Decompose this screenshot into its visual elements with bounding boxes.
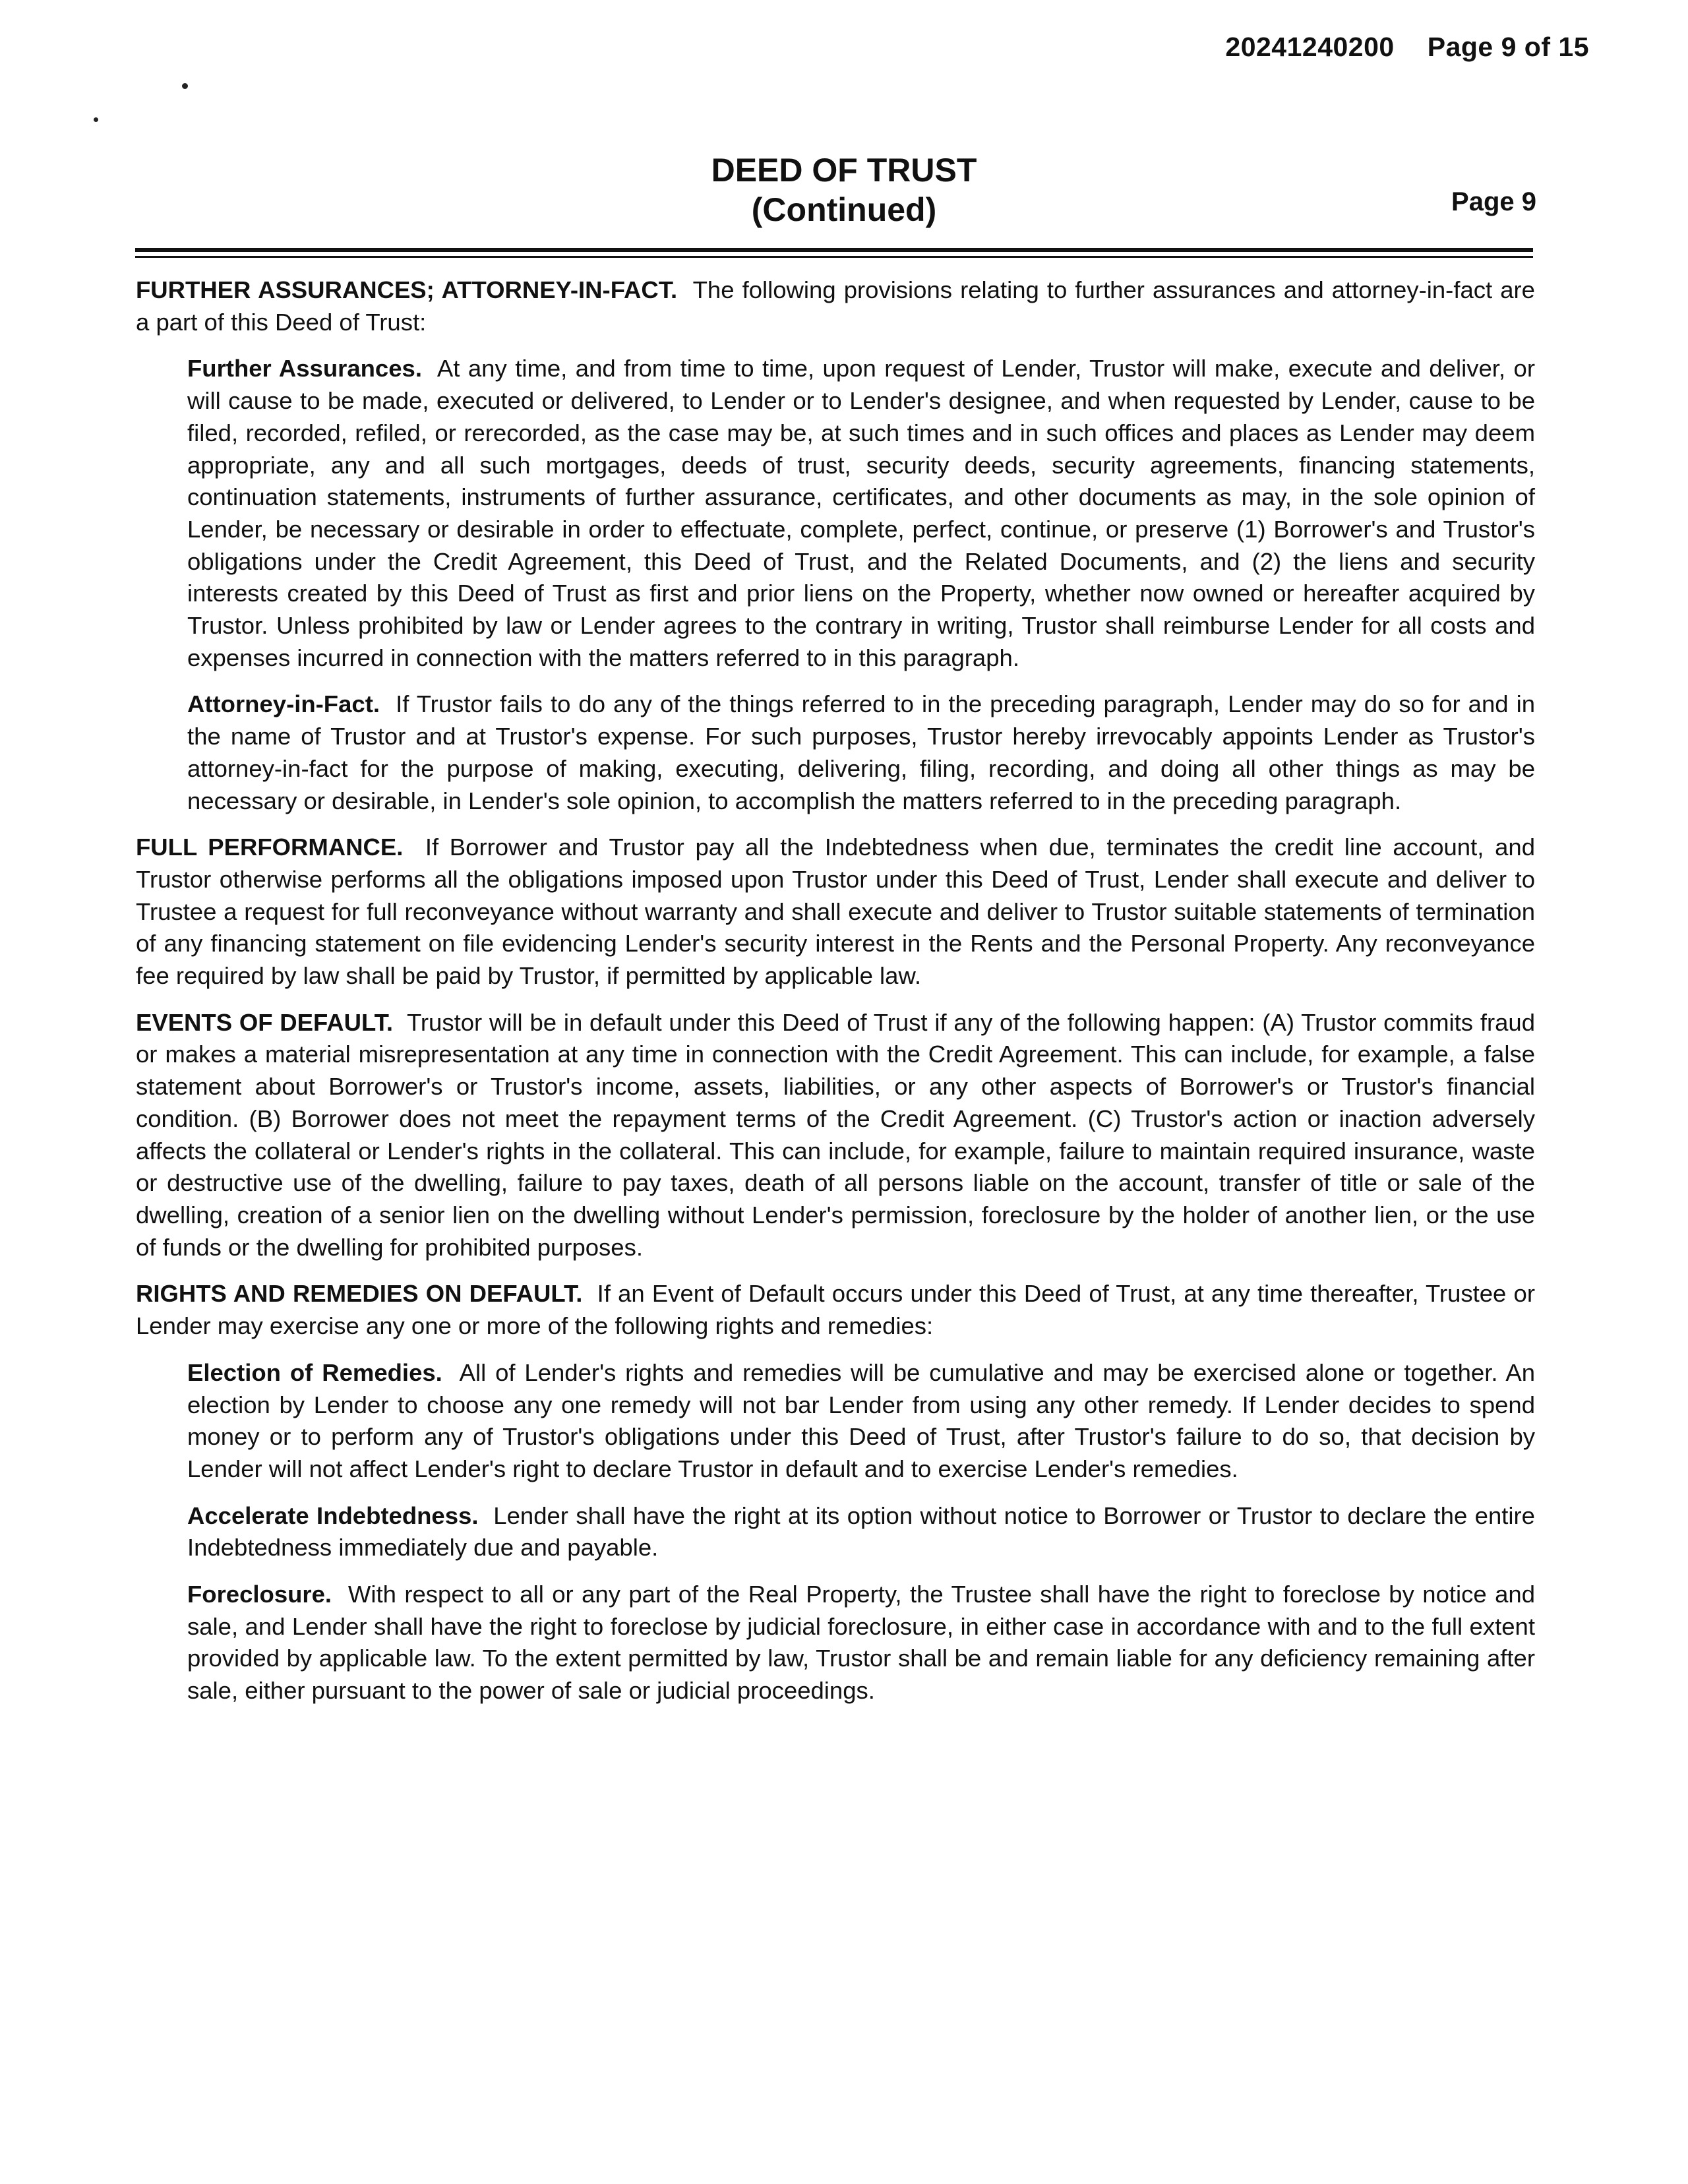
section-further-assurances-attorney [136,274,1535,338]
subsection-heading: Election of Remedies. [187,1358,442,1386]
subsection-heading: Accelerate Indebtedness. [187,1502,479,1529]
document-title: DEED OF TRUST [711,152,977,189]
scan-speck [94,117,98,122]
subsection-accelerate-indebtedness [187,1500,1535,1564]
section-text: Trustor will be in default under this Deed of Trust if any of the following happen: (A) Trustor commits fraud or makes a material misrepresentation at any time in connection with the Credit Agreement. This can include, for example, a false statement about Borrower's or Trustor's income, assets, liabilities, or any other aspects of Borrower's or Trustor's financial condition. (B) Borrower does not meet the repayment terms of the Credit Agreement. (C) Trustor's action or inaction adversely affects the collateral or Lender's rights in the collateral. This can include, for example, failure to maintain required insurance, waste or destructive use of the dwelling, failure to pay taxes, death of all persons liable on the account, transfer of title or sale of the dwelling, creation of a senior lien on the dwelling without Lender's permission, foreclosure by the holder of another lien, or the use of funds or the dwelling for prohibited purposes. [136,1008,1536,1261]
section-heading: RIGHTS AND REMEDIES ON DEFAULT. [136,1280,583,1308]
subsection-heading: Attorney-in-Fact. [187,690,380,718]
document-page-label: Page 9 [1451,187,1536,216]
subsection-text: If Trustor fails to do any of the things referred to in the preceding paragraph, Lender may do so for and in the name of Trustor and at Trustor's expense. For such purposes, Trustor hereby irrevocably appoints Lender as Trustor's attorney-in-fact for the purpose of making, executing, delivering, filing, recording, and doing all other things as may be necessary or desirable, in Lender's sole opinion, to accomplish the matters referred to in the preceding paragraph. [187,690,1535,814]
section-heading: FURTHER ASSURANCES; ATTORNEY-IN-FACT. [136,276,678,303]
subsection-further-assurances [187,353,1535,674]
scan-speck [182,83,188,89]
subsection-election-of-remedies [187,1357,1535,1486]
recording-header [1225,32,1589,63]
subsection-heading: Foreclosure. [187,1581,332,1608]
section-heading: FULL PERFORMANCE. [136,834,404,861]
section-text: If an Event of Default occurs under this Deed of Trust, at any time thereafter, Trustee or Lender may exercise any one or more of the following rights and remedies: [136,1280,1535,1340]
subsection-text: At any time, and from time to time, upon request of Lender, Trustor will make, execute and deliver, or will cause to be made, executed or delivered, to Lender or to Lender's designee, and when requested by Lender, cause to be filed, recorded, refiled, or rerecorded, as the case may be, at such times and in such offices and places as Lender may deem appropriate, any and all such mortgages, deeds of trust, security deeds, security agreements, financing statements, continuation statements, instruments of further assurance, certificates, and other documents as may, in the sole opinion of Lender, be necessary or desirable in order to effectuate, complete, perfect, continue, or preserve (1) Borrower's and Trustor's obligations under the Credit Agreement, this Deed of Trust, and the Related Documents, and (2) the liens and security interests created by this Deed of Trust as first and prior liens on the Property, whether now owned or hereafter acquired by Trustor. Unless prohibited by law or Lender agrees to the contrary in writing, Trustor shall reimburse Lender for all costs and expenses incurred in connection with the matters referred to in this paragraph. [187,355,1535,671]
section-heading: EVENTS OF DEFAULT. [136,1008,393,1036]
subsection-text: With respect to all or any part of the Real Property, the Trustee shall have the right to foreclose by notice and sale, and Lender shall have the right to foreclose by judicial foreclosure, in either case in accordance with and to the full extent provided by applicable law. To the extent permitted by law, Trustor shall be and remain liable for any deficiency remaining after sale, either pursuant to the power of sale or judicial proceedings. [187,1581,1535,1705]
subsection-text: All of Lender's rights and remedies will be cumulative and may be exercised alone or together. An election by Lender to choose any one remedy will not bar Lender from using any other remedy. If Lender decides to spend money or to perform any of Trustor's obligations under this Deed of Trust, after Trustor's failure to do so, that decision by Lender will not affect Lender's right to declare Trustor in default and to exercise Lender's remedies. [187,1358,1535,1482]
header-divider-thick [135,248,1533,252]
section-events-of-default [136,1007,1535,1264]
document-body [136,274,1535,1722]
document-title-block [0,150,1688,229]
subsection-heading: Further Assurances. [187,355,422,382]
recording-page-count: Page 9 of 15 [1427,32,1589,62]
subsection-attorney-in-fact [187,688,1535,817]
section-text: The following provisions relating to further assurances and attorney-in-fact are a part of this Deed of Trust: [136,276,1535,336]
document-subtitle: (Continued) [751,191,937,228]
section-text: If Borrower and Trustor pay all the Indebtedness when due, terminates the credit line account, and Trustor otherwise performs all the obligations imposed upon Trustor under this Deed of Trust, Lender shall execute and deliver to Trustee a request for full reconveyance without warranty and shall execute and deliver to Trustor suitable statements of termination of any financing statement on file evidencing Lender's security interest in the Rents and the Personal Property. Any reconveyance fee required by law shall be paid by Trustor, if permitted by applicable law. [136,834,1535,990]
section-rights-and-remedies [136,1278,1535,1342]
subsection-text: Lender shall have the right at its option without notice to Borrower or Trustor to declare the entire Indebtedness immediately due and payable. [187,1502,1535,1562]
recording-number: 20241240200 [1225,32,1395,62]
subsection-foreclosure [187,1579,1535,1707]
header-divider-thin [135,256,1533,258]
section-full-performance [136,832,1535,992]
